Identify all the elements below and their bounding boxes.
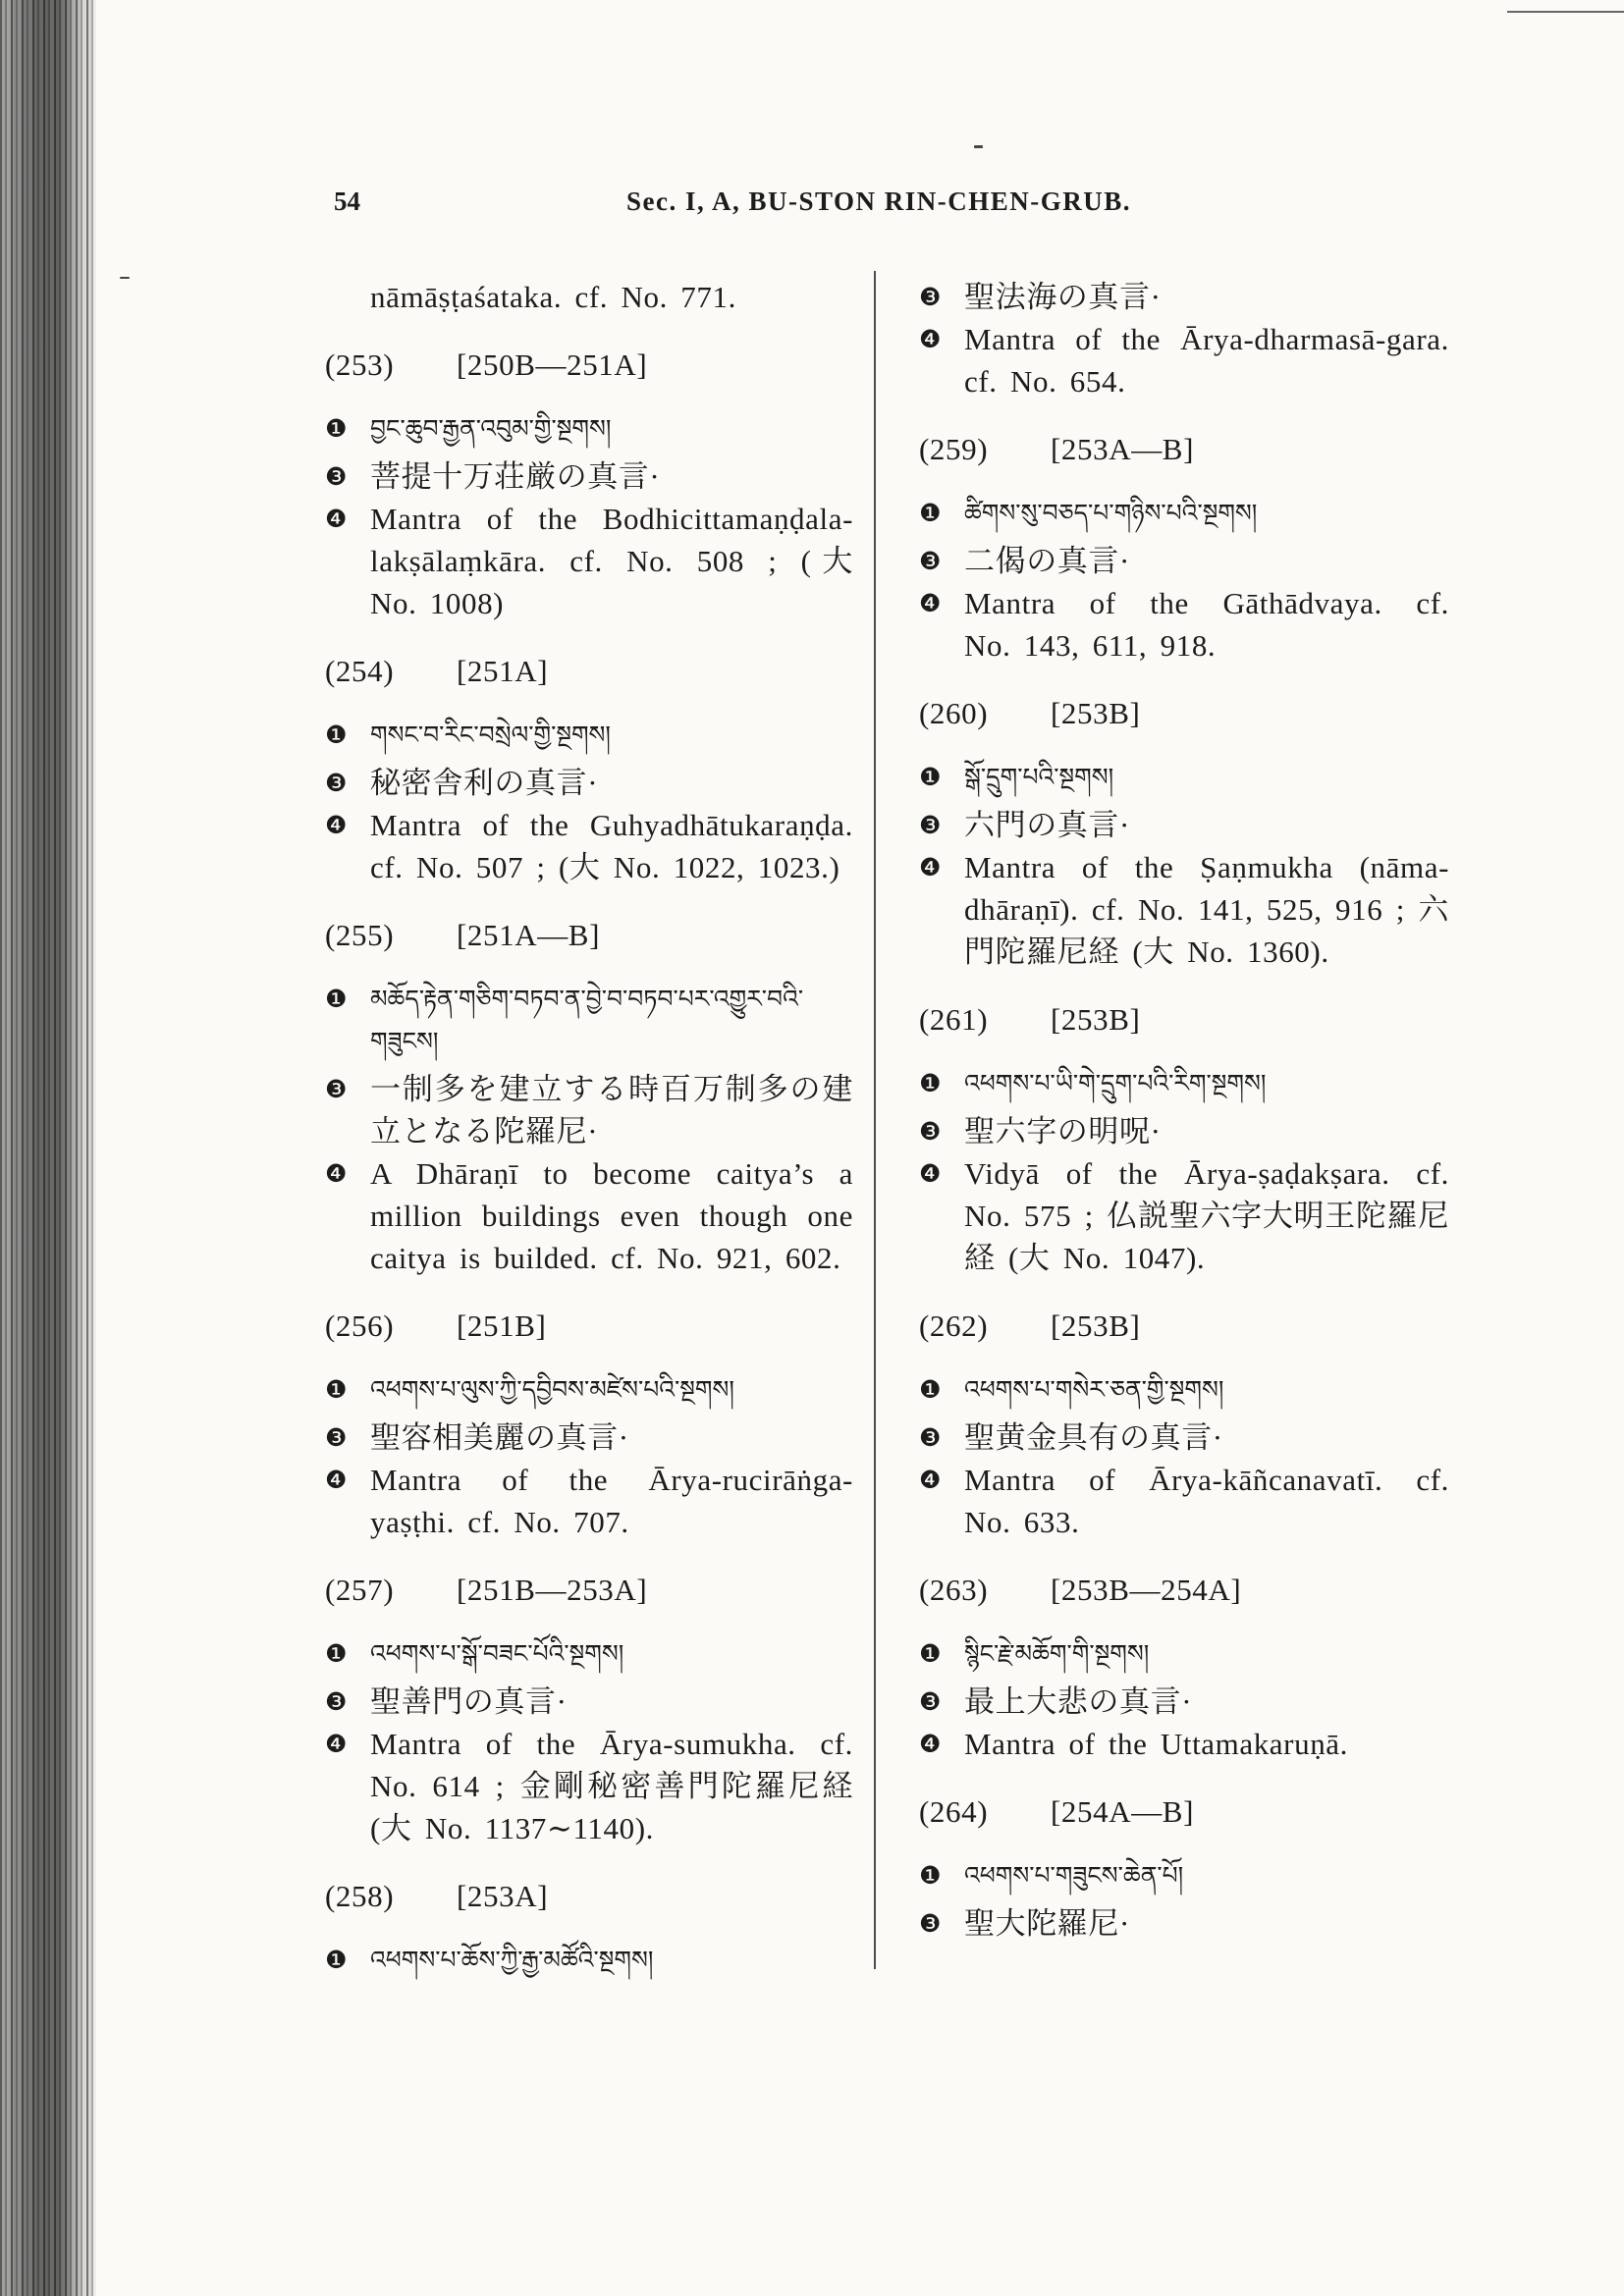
catalog-item-tibetan-title <box>325 714 853 756</box>
catalog-entry <box>919 692 1449 973</box>
catalog-item-tibetan-title <box>325 1939 853 1981</box>
item-text: 二偈の真言· <box>964 544 1130 578</box>
item-text: 聖六字の明呪· <box>964 1114 1162 1148</box>
running-title: Sec. I, A, BU-STON RIN-CHEN-GRUB. <box>626 187 1132 216</box>
catalog-item-japanese-title <box>325 1068 853 1152</box>
catalog-item-tibetan-title <box>919 756 1449 798</box>
entry-heading <box>325 650 853 692</box>
circled-numeral-marker: ❹ <box>919 1159 942 1188</box>
circled-numeral-marker: ❹ <box>325 1730 348 1758</box>
folio-range: [254A—B] <box>1051 1794 1195 1829</box>
item-text: Mantra of the Ṣaṇmukha (nāma-dhāraṇī). cf. No. 141, 525, 916 ; 六門陀羅尼経 (大 No. 1360). <box>964 850 1449 969</box>
circled-numeral-marker: ❸ <box>325 1687 348 1716</box>
catalog-item-japanese-title <box>919 1681 1449 1723</box>
catalog-entry <box>325 1569 853 1849</box>
catalog-item-tibetan-title <box>919 492 1449 534</box>
entry-number: (264) <box>919 1794 989 1829</box>
entry-number: (254) <box>325 654 395 688</box>
circled-numeral-marker: ❶ <box>325 1375 348 1404</box>
item-text: Vidyā of the Ārya-ṣaḍakṣara. cf. No. 575 ; 仏説聖六字大明王陀羅尼経 (大 No. 1047). <box>964 1156 1449 1275</box>
item-text: 聖善門の真言· <box>370 1684 568 1719</box>
item-text: A Dhāraṇī to become caitya’s a million buildings even though one caitya is builded. cf. No. 921, 602. <box>370 1156 853 1275</box>
binding-shadow <box>0 0 96 2296</box>
item-text: འཕགས་པ་ཡི་གེ་དྲུག་པའི་རིག་སྔགས། <box>964 1069 1267 1097</box>
circled-numeral-marker: ❶ <box>919 1375 942 1404</box>
entry-number: (261) <box>919 1002 989 1037</box>
entry-heading <box>325 1875 853 1917</box>
circled-numeral-marker: ❹ <box>325 1159 348 1188</box>
circled-numeral-marker: ❸ <box>919 547 942 575</box>
catalog-item-english-description <box>325 1152 853 1279</box>
item-text: Mantra of the Uttamakaruṇā. <box>964 1727 1348 1761</box>
item-text: འཕགས་པ་ལུས་ཀྱི་དབྱིབས་མཛེས་པའི་སྔགས། <box>370 1375 734 1404</box>
entry-number: (257) <box>325 1573 395 1607</box>
circled-numeral-marker: ❹ <box>919 1730 942 1758</box>
catalog-item-english-description <box>919 1459 1449 1543</box>
item-text: 最上大悲の真言· <box>964 1684 1193 1719</box>
item-text: འཕགས་པ་གསེར་ཅན་གྱི་སྔགས། <box>964 1375 1224 1404</box>
item-text: འཕགས་པ་ཆོས་ཀྱི་རྒྱ་མཚོའི་སྔགས། <box>370 1946 654 1974</box>
catalog-item-tibetan-title <box>325 978 853 1062</box>
circled-numeral-marker: ❸ <box>919 283 942 311</box>
folio-range: [253A—B] <box>1051 432 1195 466</box>
catalog-item-japanese-title <box>325 762 853 804</box>
circled-numeral-marker: ❸ <box>325 462 348 491</box>
catalog-item-japanese-title <box>919 804 1449 846</box>
entry-number: (256) <box>325 1308 395 1343</box>
entry-number: (260) <box>919 696 989 730</box>
catalog-item-japanese-title <box>919 276 1449 318</box>
item-text: Mantra of the Gāthādvaya. cf. No. 143, 611, 918. <box>964 586 1449 663</box>
catalog-item-tibetan-title <box>919 1062 1449 1104</box>
left-column <box>325 276 853 1987</box>
scan-speck <box>120 277 130 279</box>
entry-number: (258) <box>325 1879 395 1913</box>
item-text: 菩提十万荘厳の真言· <box>370 459 661 494</box>
folio-range: [253B—254A] <box>1051 1573 1242 1607</box>
circled-numeral-marker: ❸ <box>919 1117 942 1146</box>
entry-heading <box>919 428 1449 470</box>
circled-numeral-marker: ❶ <box>325 414 348 443</box>
entry-heading <box>325 1305 853 1347</box>
catalog-entry <box>325 914 853 1279</box>
item-text: Mantra of the Ārya-sumukha. cf. No. 614 ; 金剛秘密善門陀羅尼経 (大 No. 1137∼1140). <box>370 1727 853 1845</box>
entry-heading <box>919 1305 1449 1347</box>
catalog-entry <box>325 650 853 888</box>
catalog-item-tibetan-title <box>919 1854 1449 1896</box>
catalog-item-tibetan-title <box>325 1632 853 1675</box>
catalog-item-english-description <box>919 846 1449 973</box>
catalog-item-japanese-title <box>325 1416 853 1459</box>
entry-heading <box>325 914 853 956</box>
item-text: གསང་བ་རིང་བསྲེལ་གྱི་སྔགས། <box>370 721 611 749</box>
catalog-item-japanese-title <box>919 540 1449 582</box>
catalog-entry <box>325 344 853 624</box>
entry-heading <box>325 344 853 386</box>
entry-heading <box>919 1790 1449 1833</box>
circled-numeral-marker: ❸ <box>919 811 942 839</box>
item-text: 聖法海の真言· <box>964 280 1162 314</box>
circled-numeral-marker: ❹ <box>919 1466 942 1494</box>
circled-numeral-marker: ❶ <box>919 499 942 527</box>
item-text: 聖容相美麗の真言· <box>370 1420 629 1455</box>
scan-speck <box>974 145 983 148</box>
item-text: བྱང་ཆུབ་རྒྱན་འབུམ་གྱི་སྔགས། <box>370 414 612 443</box>
circled-numeral-marker: ❶ <box>919 1639 942 1668</box>
catalog-item-english-description <box>325 498 853 624</box>
catalog-entry <box>325 1875 853 1981</box>
folio-range: [253B] <box>1051 696 1141 730</box>
catalog-item-japanese-title <box>325 1681 853 1723</box>
circled-numeral-marker: ❸ <box>919 1909 942 1938</box>
item-text: Mantra of the Ārya-dharmasā-gara. cf. No. 654. <box>964 322 1449 399</box>
circled-numeral-marker: ❶ <box>919 763 942 791</box>
catalog-item-english-description <box>325 1459 853 1543</box>
circled-numeral-marker: ❶ <box>325 985 348 1013</box>
item-text: Mantra of Ārya-kāñcanavatī. cf. No. 633. <box>964 1463 1449 1539</box>
circled-numeral-marker: ❸ <box>325 1423 348 1452</box>
folio-range: [251A] <box>457 654 549 688</box>
folio-range: [251A—B] <box>457 918 601 952</box>
circled-numeral-marker: ❸ <box>919 1423 942 1452</box>
entry-number: (263) <box>919 1573 989 1607</box>
circled-numeral-marker: ❹ <box>325 811 348 839</box>
item-text: 秘密舎利の真言· <box>370 766 599 800</box>
item-text: nāmāṣṭaśataka. cf. No. 771. <box>370 280 736 314</box>
circled-numeral-marker: ❶ <box>919 1861 942 1890</box>
item-text: འཕགས་པ་གཟུངས་ཆེན་པོ། <box>964 1861 1184 1890</box>
folio-range: [250B—251A] <box>457 347 648 382</box>
catalog-item-japanese-title <box>919 1902 1449 1945</box>
catalog-entry <box>325 1305 853 1543</box>
item-text: འཕགས་པ་སྒོ་བཟང་པོའི་སྔགས། <box>370 1639 624 1668</box>
item-text: མཆོད་རྟེན་གཅིག་བཏབ་ན་བྱེ་བ་བཏབ་པར་འགྱུར་བའི་གཟུངས། <box>370 985 804 1055</box>
catalog-item-english-description <box>919 582 1449 667</box>
circled-numeral-marker: ❸ <box>325 769 348 797</box>
item-text: ཚིགས་སུ་བཅད་པ་གཉིས་པའི་སྔགས། <box>964 499 1258 527</box>
scan-edge-rule <box>1507 11 1624 13</box>
circled-numeral-marker: ❸ <box>325 1075 348 1103</box>
item-text: 聖大陀羅尼· <box>964 1906 1130 1941</box>
catalog-entry <box>919 998 1449 1279</box>
catalog-item-tibetan-title <box>919 1632 1449 1675</box>
circled-numeral-marker: ❹ <box>325 1466 348 1494</box>
item-text: Mantra of the Bodhicittamaṇḍala-lakṣālaṃkāra. cf. No. 508 ; (大 No. 1008) <box>370 502 853 620</box>
item-text: 聖黄金具有の真言· <box>964 1420 1223 1455</box>
item-text: སྙིང་རྗེ་མཆོག་གི་སྔགས། <box>964 1639 1150 1668</box>
page-number: 54 <box>334 187 360 216</box>
catalog-item-english-description <box>919 1723 1449 1765</box>
entry-heading <box>919 1569 1449 1611</box>
item-text: སྒོ་དྲུག་པའི་སྔགས། <box>964 763 1114 791</box>
entry-heading <box>919 692 1449 734</box>
circled-numeral-marker: ❶ <box>919 1069 942 1097</box>
item-text: 六門の真言· <box>964 808 1130 842</box>
catalog-entry <box>919 1569 1449 1765</box>
catalog-item-english-description <box>325 804 853 888</box>
circled-numeral-marker: ❹ <box>919 853 942 881</box>
catalog-item-english-description <box>919 318 1449 402</box>
entry-number: (253) <box>325 347 395 382</box>
circled-numeral-marker: ❶ <box>325 1639 348 1668</box>
catalog-item-english-description <box>919 1152 1449 1279</box>
catalog-item-continued-description <box>325 276 853 318</box>
catalog-item-tibetan-title <box>325 407 853 450</box>
entry-number: (259) <box>919 432 989 466</box>
entry-number: (262) <box>919 1308 989 1343</box>
catalog-item-tibetan-title <box>919 1368 1449 1411</box>
item-text: 一制多を建立する時百万制多の建立となる陀羅尼· <box>370 1072 853 1148</box>
catalog-item-japanese-title <box>919 1416 1449 1459</box>
column-divider <box>874 271 876 1969</box>
folio-range: [251B] <box>457 1308 547 1343</box>
folio-range: [253A] <box>457 1879 549 1913</box>
circled-numeral-marker: ❶ <box>325 1946 348 1974</box>
item-text: Mantra of the Ārya-rucirāṅga-yaṣṭhi. cf. No. 707. <box>370 1463 853 1539</box>
catalog-item-tibetan-title <box>325 1368 853 1411</box>
folio-range: [253B] <box>1051 1308 1141 1343</box>
circled-numeral-marker: ❹ <box>919 589 942 617</box>
catalog-entry <box>919 1790 1449 1945</box>
folio-range: [253B] <box>1051 1002 1141 1037</box>
entry-heading <box>325 1569 853 1611</box>
catalog-item-japanese-title <box>325 455 853 498</box>
circled-numeral-marker: ❹ <box>919 325 942 353</box>
circled-numeral-marker: ❶ <box>325 721 348 749</box>
catalog-item-english-description <box>325 1723 853 1849</box>
circled-numeral-marker: ❸ <box>919 1687 942 1716</box>
catalog-entry <box>919 428 1449 667</box>
folio-range: [251B—253A] <box>457 1573 648 1607</box>
right-column <box>919 276 1449 1945</box>
catalog-entry <box>919 1305 1449 1543</box>
circled-numeral-marker: ❹ <box>325 505 348 533</box>
entry-heading <box>919 998 1449 1041</box>
catalog-item-japanese-title <box>919 1110 1449 1152</box>
item-text: Mantra of the Guhyadhātukaraṇḍa. cf. No. 507 ; (大 No. 1022, 1023.) <box>370 808 853 884</box>
entry-number: (255) <box>325 918 395 952</box>
